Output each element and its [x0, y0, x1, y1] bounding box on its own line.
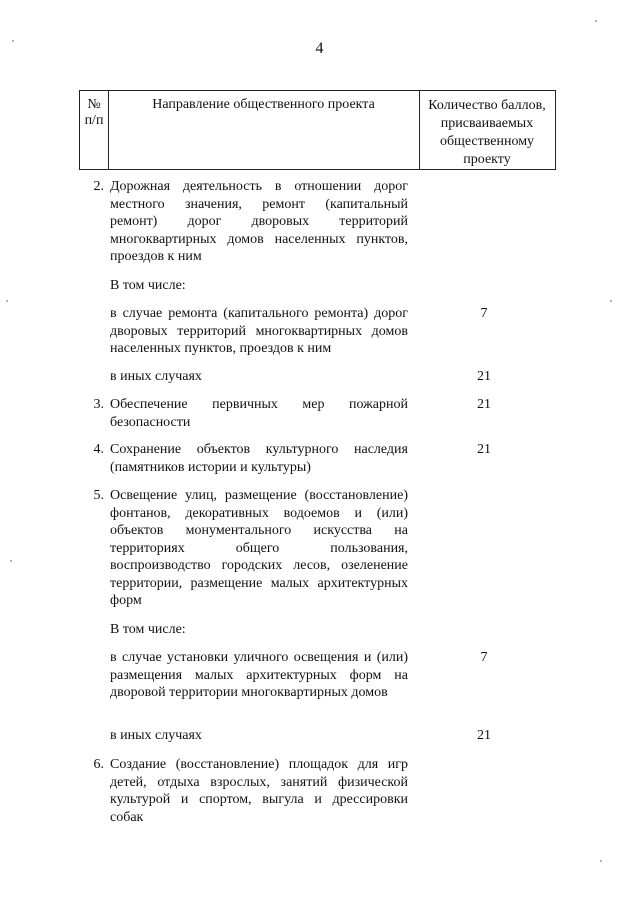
row-points: 21 — [477, 369, 491, 384]
row-text: Создание (восстановление) площадок для игр детей, отдыха взрослых, занятий физической культурой и спортом, выгула и дрессировки собак — [110, 757, 408, 825]
row-text: в иных случаях — [110, 728, 202, 743]
header-num-label: № п/п — [84, 97, 104, 128]
scan-speck — [610, 300, 612, 302]
header-points-label: Количество баллов, присваиваемых общественному проекту — [428, 98, 546, 167]
row-text: в случае ремонта (капитального ремонта) дорог дворовых территорий многоквартирных домов населенных пунктов, проездов к ним — [110, 306, 408, 356]
scan-speck — [6, 300, 8, 302]
row-number: 2. — [93, 179, 104, 194]
row-text: Дорожная деятельность в отношении дорог местного значения, ремонт (капитальный ремонт) дорог дворовых территорий многоквартирных домов населенных пунктов, проездов к ним — [110, 179, 408, 264]
table-header — [79, 90, 556, 170]
row-text: Обеспечение первичных мер пожарной безопасности — [110, 397, 408, 430]
scan-speck — [10, 560, 12, 562]
row-number: 5. — [93, 488, 104, 503]
row-text: В том числе: — [110, 622, 186, 637]
scan-speck — [600, 860, 602, 862]
row-text: Освещение улиц, размещение (восстановление) фонтанов, декоративных водоемов и (или) объектов монументального искусства на территориях общего пользования, воспроизводство городских лесов, озеленение территории, размещение малых архитектурных форм — [110, 488, 408, 608]
row-text: В том числе: — [110, 278, 186, 293]
row-text: в случае установки уличного освещения и (или) размещения малых архитектурных форм на дворовой территории многоквартирных домов — [110, 650, 408, 700]
header-cell-points — [419, 91, 555, 169]
row-points: 21 — [477, 397, 491, 412]
page-number: 4 — [315, 40, 324, 57]
header-cell-num — [80, 91, 109, 169]
row-points: 7 — [480, 650, 488, 665]
header-cell-direction — [108, 91, 420, 169]
row-number: 4. — [93, 442, 104, 457]
row-points: 7 — [480, 306, 488, 321]
row-points: 21 — [477, 728, 491, 743]
row-text: в иных случаях — [110, 369, 202, 384]
scan-speck — [12, 40, 14, 42]
row-points: 21 — [477, 442, 491, 457]
scan-speck — [595, 20, 597, 22]
row-text: Сохранение объектов культурного наследия (памятников истории и культуры) — [110, 442, 408, 475]
row-number: 3. — [93, 397, 104, 412]
row-number: 6. — [93, 757, 104, 772]
header-direction-label: Направление общественного проекта — [152, 97, 375, 112]
